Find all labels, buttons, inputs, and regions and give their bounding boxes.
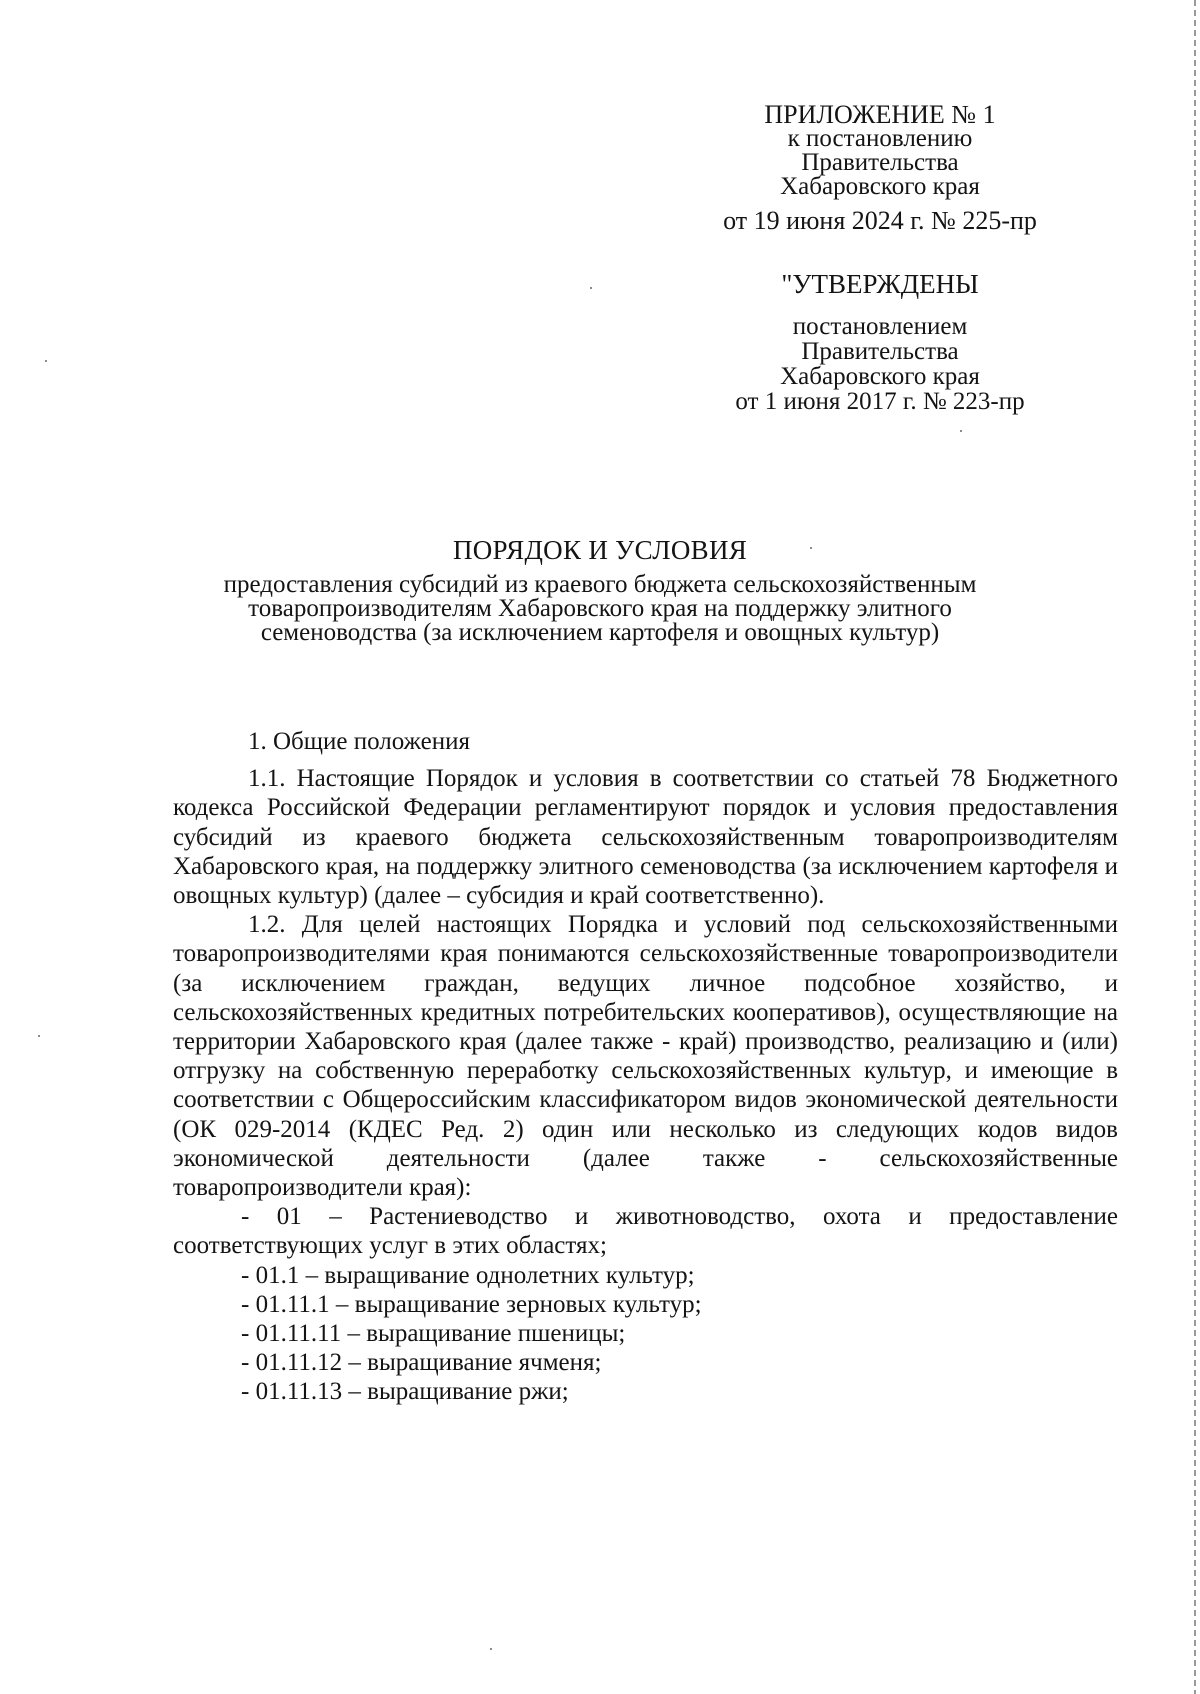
document-subtitle: предоставления субсидий из краевого бюджета сельскохозяйственным товаропроизводителям Хабаровского края на поддержку элитного семеноводства (за исключением картофеля и овощных культур) [223,571,977,646]
scan-speck [45,360,47,362]
annex-line: Хабаровского края [780,173,980,200]
scan-speck [490,1648,492,1650]
approval-line: Правительства [801,338,959,365]
approval-line: постановлением [792,313,968,340]
approval-block [690,269,1070,415]
document-title: ПОРЯДОК И УСЛОВИЯ [452,535,748,565]
code-item: - 01.11.12 – выращивание ячменя; [241,1349,602,1377]
paragraph-1-1: 1.1. Настоящие Порядок и условия в соответствии со статьей 78 Бюджетного кодекса Российской Федерации регламентируют порядок и условия предоставления субсидий из краевого бюджета сельскохозяйственным товаропроизводителям Хабаровского края, на поддержку элитного семеноводства (за исключением картофеля и овощных культур) (далее – субсидия и край соответственно). [173,765,1118,910]
annex-title: ПРИЛОЖЕНИЕ № 1 [764,100,996,129]
scan-speck [38,1035,40,1037]
annex-date: от 19 июня 2024 г. № 225-пр [723,206,1037,235]
scan-edge [1194,0,1196,1694]
code-item: - 01.11.11 – выращивание пшеницы; [241,1320,626,1348]
section-heading: 1. Общие положения [248,728,470,755]
code-item: - 01.11.13 – выращивание ржи; [241,1378,569,1406]
document-body [173,727,1118,1407]
paragraph-1-2: 1.2. Для целей настоящих Порядка и условий под сельскохозяйственными товаропроизводителями края понимаются сельскохозяйственные товаропроизводители (за исключением граждан, ведущих личное подсобное хозяйство, и сельскохозяйственных кредитных потребительских кооперативов), осуществляющие на территории Хабаровского края (далее также - край) производство, реализацию и (или) отгрузку на собственную переработку сельскохозяйственных культур, и имеющие в соответствии с Общероссийским классификатором видов экономической деятельности (ОК 029-2014 (КДЕС Ред. 2) один или несколько из следующих кодов видов экономической деятельности (далее также - сельскохозяйственные товаропроизводители края): [173,911,1118,1202]
approval-line: Хабаровского края [780,363,980,390]
annex-block [690,100,1070,235]
code-item: - 01.11.1 – выращивание зерновых культур; [241,1290,702,1318]
annex-line: к постановлению [787,125,973,152]
scan-speck [960,430,962,432]
code-item: - 01.1 – выращивание однолетних культур; [241,1261,695,1289]
approval-date: от 1 июня 2017 г. № 223-пр [735,388,1025,415]
approval-heading: "УТВЕРЖДЕНЫ [781,269,979,299]
scan-speck [590,287,592,289]
annex-line: Правительства [801,149,959,176]
code-item: - 01 – Растениеводство и животноводство, охота и предоставление соответствующих услуг в этих областях; [173,1203,1118,1260]
